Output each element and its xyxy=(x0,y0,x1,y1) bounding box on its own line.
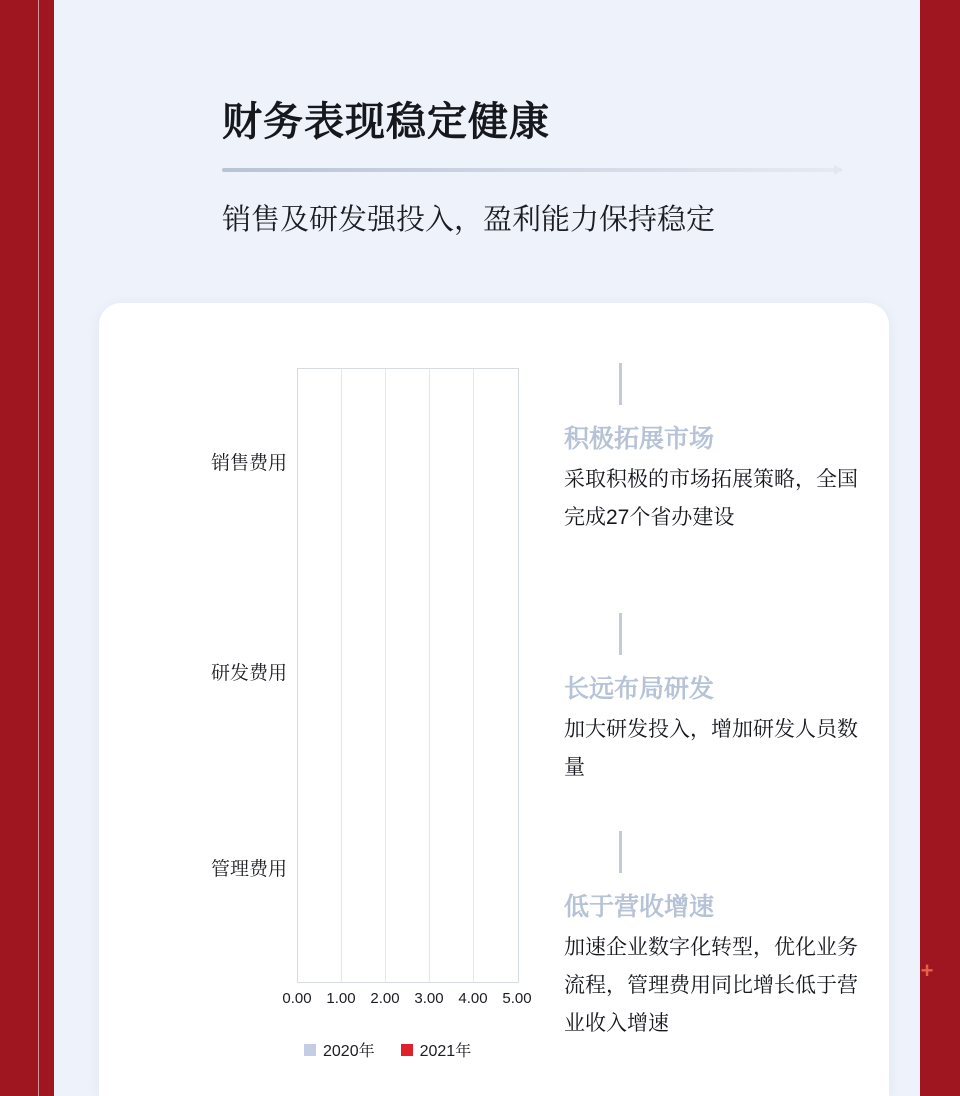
chart-legend xyxy=(304,1038,471,1061)
note-tick xyxy=(619,831,622,873)
chart-category-label: 研发费用 xyxy=(210,663,287,684)
note-heading: 积极拓展市场 xyxy=(564,425,715,453)
chart-x-axis xyxy=(269,990,549,1012)
note-body: 加速企业数字化转型，优化业务流程，管理费用同比增长低于营业收入增速 xyxy=(564,936,858,1035)
note-heading: 长远布局研发 xyxy=(564,675,715,703)
legend-label: 2021年 xyxy=(419,1043,472,1060)
note-heading: 低于营收增速 xyxy=(564,893,715,921)
legend-swatch-icon xyxy=(304,1044,316,1056)
x-tick: 2.00 xyxy=(370,990,400,1007)
chart-category-label: 销售费用 xyxy=(210,453,287,474)
legend-swatch-icon xyxy=(401,1044,413,1056)
chart-category-labels xyxy=(159,358,287,978)
legend-label: 2020年 xyxy=(323,1043,375,1060)
chart-category-label: 管理费用 xyxy=(210,859,287,880)
note-body: 加大研发投入，增加研发人员数量 xyxy=(564,718,858,779)
note-tick xyxy=(619,363,622,405)
content-card xyxy=(99,303,889,1096)
title-arrow-rule xyxy=(222,168,842,172)
x-tick: 5.00 xyxy=(502,990,532,1007)
x-tick: 0.00 xyxy=(282,990,312,1007)
note-body: 采取积极的市场拓展策略，全国完成27个省办建设 xyxy=(564,468,858,529)
chart-plot-area xyxy=(297,368,519,983)
legend-item xyxy=(401,1038,472,1061)
x-tick: 3.00 xyxy=(414,990,444,1007)
plus-icon: + xyxy=(920,958,934,983)
x-tick: 4.00 xyxy=(458,990,488,1007)
frame-divider xyxy=(38,0,39,1096)
page-subtitle: 销售及研发强投入，盈利能力保持稳定 xyxy=(222,204,716,236)
legend-item xyxy=(304,1038,375,1061)
bar-chart xyxy=(159,358,579,1058)
x-tick: 1.00 xyxy=(326,990,356,1007)
slide-panel xyxy=(54,0,920,1096)
page-title: 财务表现稳定健康 xyxy=(222,100,550,144)
note-tick xyxy=(619,613,622,655)
